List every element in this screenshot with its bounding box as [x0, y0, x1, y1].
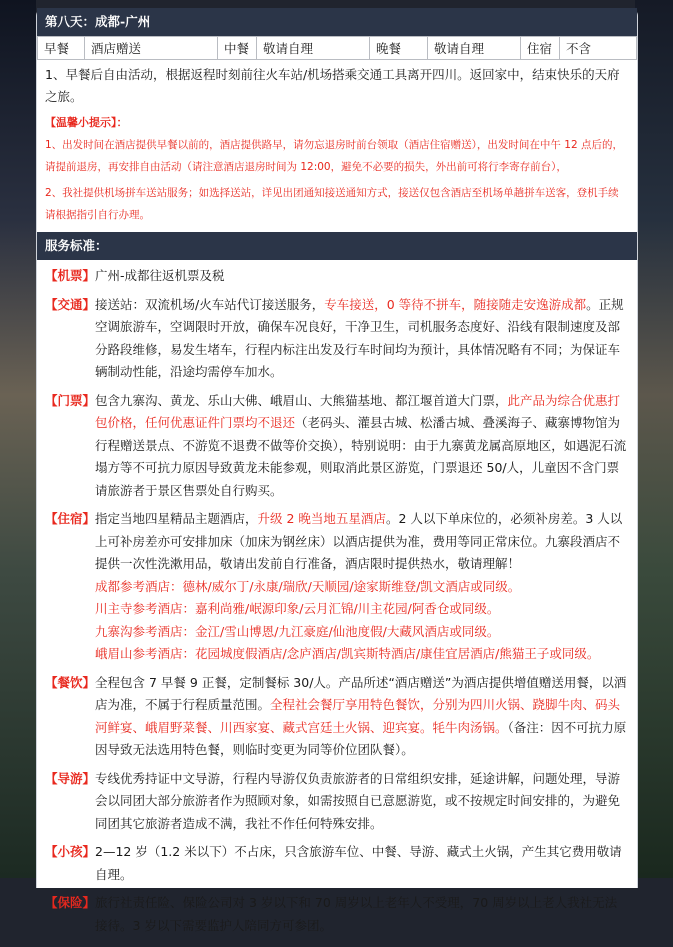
service-item — [45, 265, 629, 288]
service-text-part: 接送站：双流机场/火车站代订接送服务， — [95, 296, 325, 312]
highlight-text: 升级 2 晚当地五星酒店 — [257, 511, 386, 526]
service-text — [95, 508, 629, 666]
dinner-value: 敬请自理 — [428, 37, 521, 60]
hotel-reference: 成都参考酒店：德林/威尔丁/永康/瑞欣/天顺园/途家斯维登/凯文酒店或同级。 — [95, 578, 521, 594]
service-tag: 【餐饮】 — [45, 674, 96, 690]
service-text — [95, 892, 629, 937]
hotel-reference: 九寨沟参考酒店：金江/雪山博恩/九江豪庭/仙池度假/大藏风酒店或同级。 — [95, 623, 500, 639]
service-text-part: （备注：因不可抗力原因导致无法选用特色餐，则临时变更为同等价位团队餐）。 — [95, 719, 627, 757]
service-text — [95, 768, 629, 836]
dinner-label: 晚餐 — [370, 37, 428, 60]
service-text — [95, 672, 629, 762]
tip-item: 2、我社提供机场拼车送站服务；如选择送站，详见出团通知接送通知方式，接送仅包含酒店至机场单趟拼车送客，登机手续请根据指引自行办理。 — [45, 187, 619, 221]
service-tag: 【交通】 — [45, 296, 96, 312]
lodging-value: 不含 — [560, 37, 637, 60]
day-description: 1、早餐后自由活动，根据返程时刻前往火车站/机场搭乘交通工具离开四川。返回家中，结束快乐的天府之旅。 — [45, 67, 620, 104]
highlight-text: 此产品为综合优惠打包价格，任何优惠证件门票均不退还 — [95, 392, 621, 430]
service-list — [37, 260, 637, 947]
service-item — [45, 508, 629, 666]
service-tag: 【导游】 — [45, 770, 96, 786]
service-tag: 【保险】 — [45, 895, 96, 910]
tips-title: 【温馨小提示】： — [45, 116, 128, 129]
service-text-part: 。正规空调旅游车，空调限时开放，确保车况良好，干净卫生，司机服务态度好、沿线有限制速度及部分路段维修，易发生堵车，行程内标注出发及行车时间均为预计，具体情况略有不同；为保证车辆制动性能，沿途均需停车加水。 — [95, 296, 624, 379]
service-item — [45, 768, 629, 836]
service-text — [95, 265, 629, 288]
meal-table — [37, 36, 637, 60]
service-title: 服务标准： — [37, 232, 637, 260]
tip-item: 1、出发时间在酒店提供早餐以前的，酒店提供路早，请勿忘退房时前台领取（酒店住宿赠送），出发时间在中午 12 点后的，请提前退房，再安排自由活动（请注意酒店退房时间为 12:00，避免不必要的损失，外出前可将行李寄存前台）， — [45, 139, 623, 173]
service-tag: 【住宿】 — [45, 511, 96, 526]
service-text — [95, 294, 629, 384]
service-text-part: 全程包含 7 早餐 9 正餐，定制餐标 30/人。产品所述“酒店赠送”为酒店提供增值赠送用餐，以酒店为准，不属于行程质量范围。 — [95, 674, 627, 712]
service-tag: 【门票】 — [45, 392, 96, 408]
lunch-value: 敬请自理 — [257, 37, 370, 60]
service-text-part: 。2 人以下单床位的，必须补房差。3 人以上可补房差亦可安排加床（加床为钢丝床）以酒店提供为准，费用等同正常床位。九寨段酒店不提供一次性洗漱用品，敬请出发前自行准备，酒店限时提供热水，敬请理解！ — [95, 511, 623, 571]
background-scenery-left — [0, 0, 36, 878]
service-text — [95, 390, 629, 503]
service-item — [45, 294, 629, 384]
service-item — [45, 672, 629, 762]
lodging-label: 住宿 — [521, 37, 560, 60]
service-tag: 【机票】 — [45, 268, 96, 283]
service-item — [45, 892, 629, 937]
highlight-text: 专车接送，0 等待不拼车，随接随走安逸游成都 — [324, 296, 587, 312]
itinerary-card — [36, 8, 638, 933]
meal-row — [38, 37, 637, 60]
breakfast-value: 酒店赠送 — [85, 37, 218, 60]
service-item — [45, 841, 629, 886]
background-scenery-right — [635, 0, 673, 878]
service-text-part: 广州-成都往返机票及税 — [95, 268, 225, 283]
service-item — [45, 390, 629, 503]
service-text-part: 指定当地四星精品主题酒店， — [95, 511, 258, 526]
hotel-reference: 峨眉山参考酒店：花园城度假酒店/念庐酒店/凯宾斯特酒店/康佳宜居酒店/熊猫王子或同级。 — [95, 646, 600, 661]
service-text-part: 包含九寨沟、黄龙、乐山大佛、峨眉山、大熊猫基地、都江堰首道大门票， — [95, 392, 508, 408]
day-title: 第八天：成都-广州 — [37, 8, 637, 36]
breakfast-label: 早餐 — [38, 37, 85, 60]
service-text-part: 旅行社责任险、保险公司对 3 岁以下和 70 周岁以上老年人不受理，70 周岁以上老人我社无法接待。3 岁以下需要监护人陪同方可参团。 — [95, 895, 618, 933]
service-text-part: 2—12 岁（1.2 米以下）不占床，只含旅游车位、中餐、导游、藏式土火锅，产生其它费用敬请自理。 — [95, 844, 622, 882]
hotel-reference: 川主寺参考酒店：嘉利尚雅/岷源印象/云月汇锦/川主花园/阿香仓或同级。 — [95, 601, 500, 616]
highlight-text: 全程社会餐厅享用特色餐饮，分别为四川火锅、跷脚牛肉、码头河鲜宴、峨眉野菜餐、川西家宴、藏式宫廷土火锅、迎宾宴。牦牛肉汤锅。 — [95, 697, 621, 735]
service-text-part: （老码头、灌县古城、松潘古城、叠溪海子、藏寨博物馆为行程赠送景点、不游览不退费不做等价交换），特别说明：由于九寨黄龙属高原地区，如遇泥石流塌方等不可抗力原因导致黄龙未能参观，则取消此景区游览，门票退还 50/人，儿童因不含门票请旅游者于景区售票处自行购买。 — [95, 415, 627, 498]
service-text-part: 专线优秀持证中文导游，行程内导游仅负责旅游者的日常组织安排，延途讲解，问题处理，导游会以同团大部分旅游者作为照顾对象，如需按照自已意愿游览，或不按规定时间安排的，为避免同团其它旅游者造成不满，我社不作任何特殊安排。 — [95, 770, 621, 831]
lunch-label: 中餐 — [218, 37, 257, 60]
service-tag: 【小孩】 — [45, 844, 96, 859]
service-text — [95, 841, 629, 886]
